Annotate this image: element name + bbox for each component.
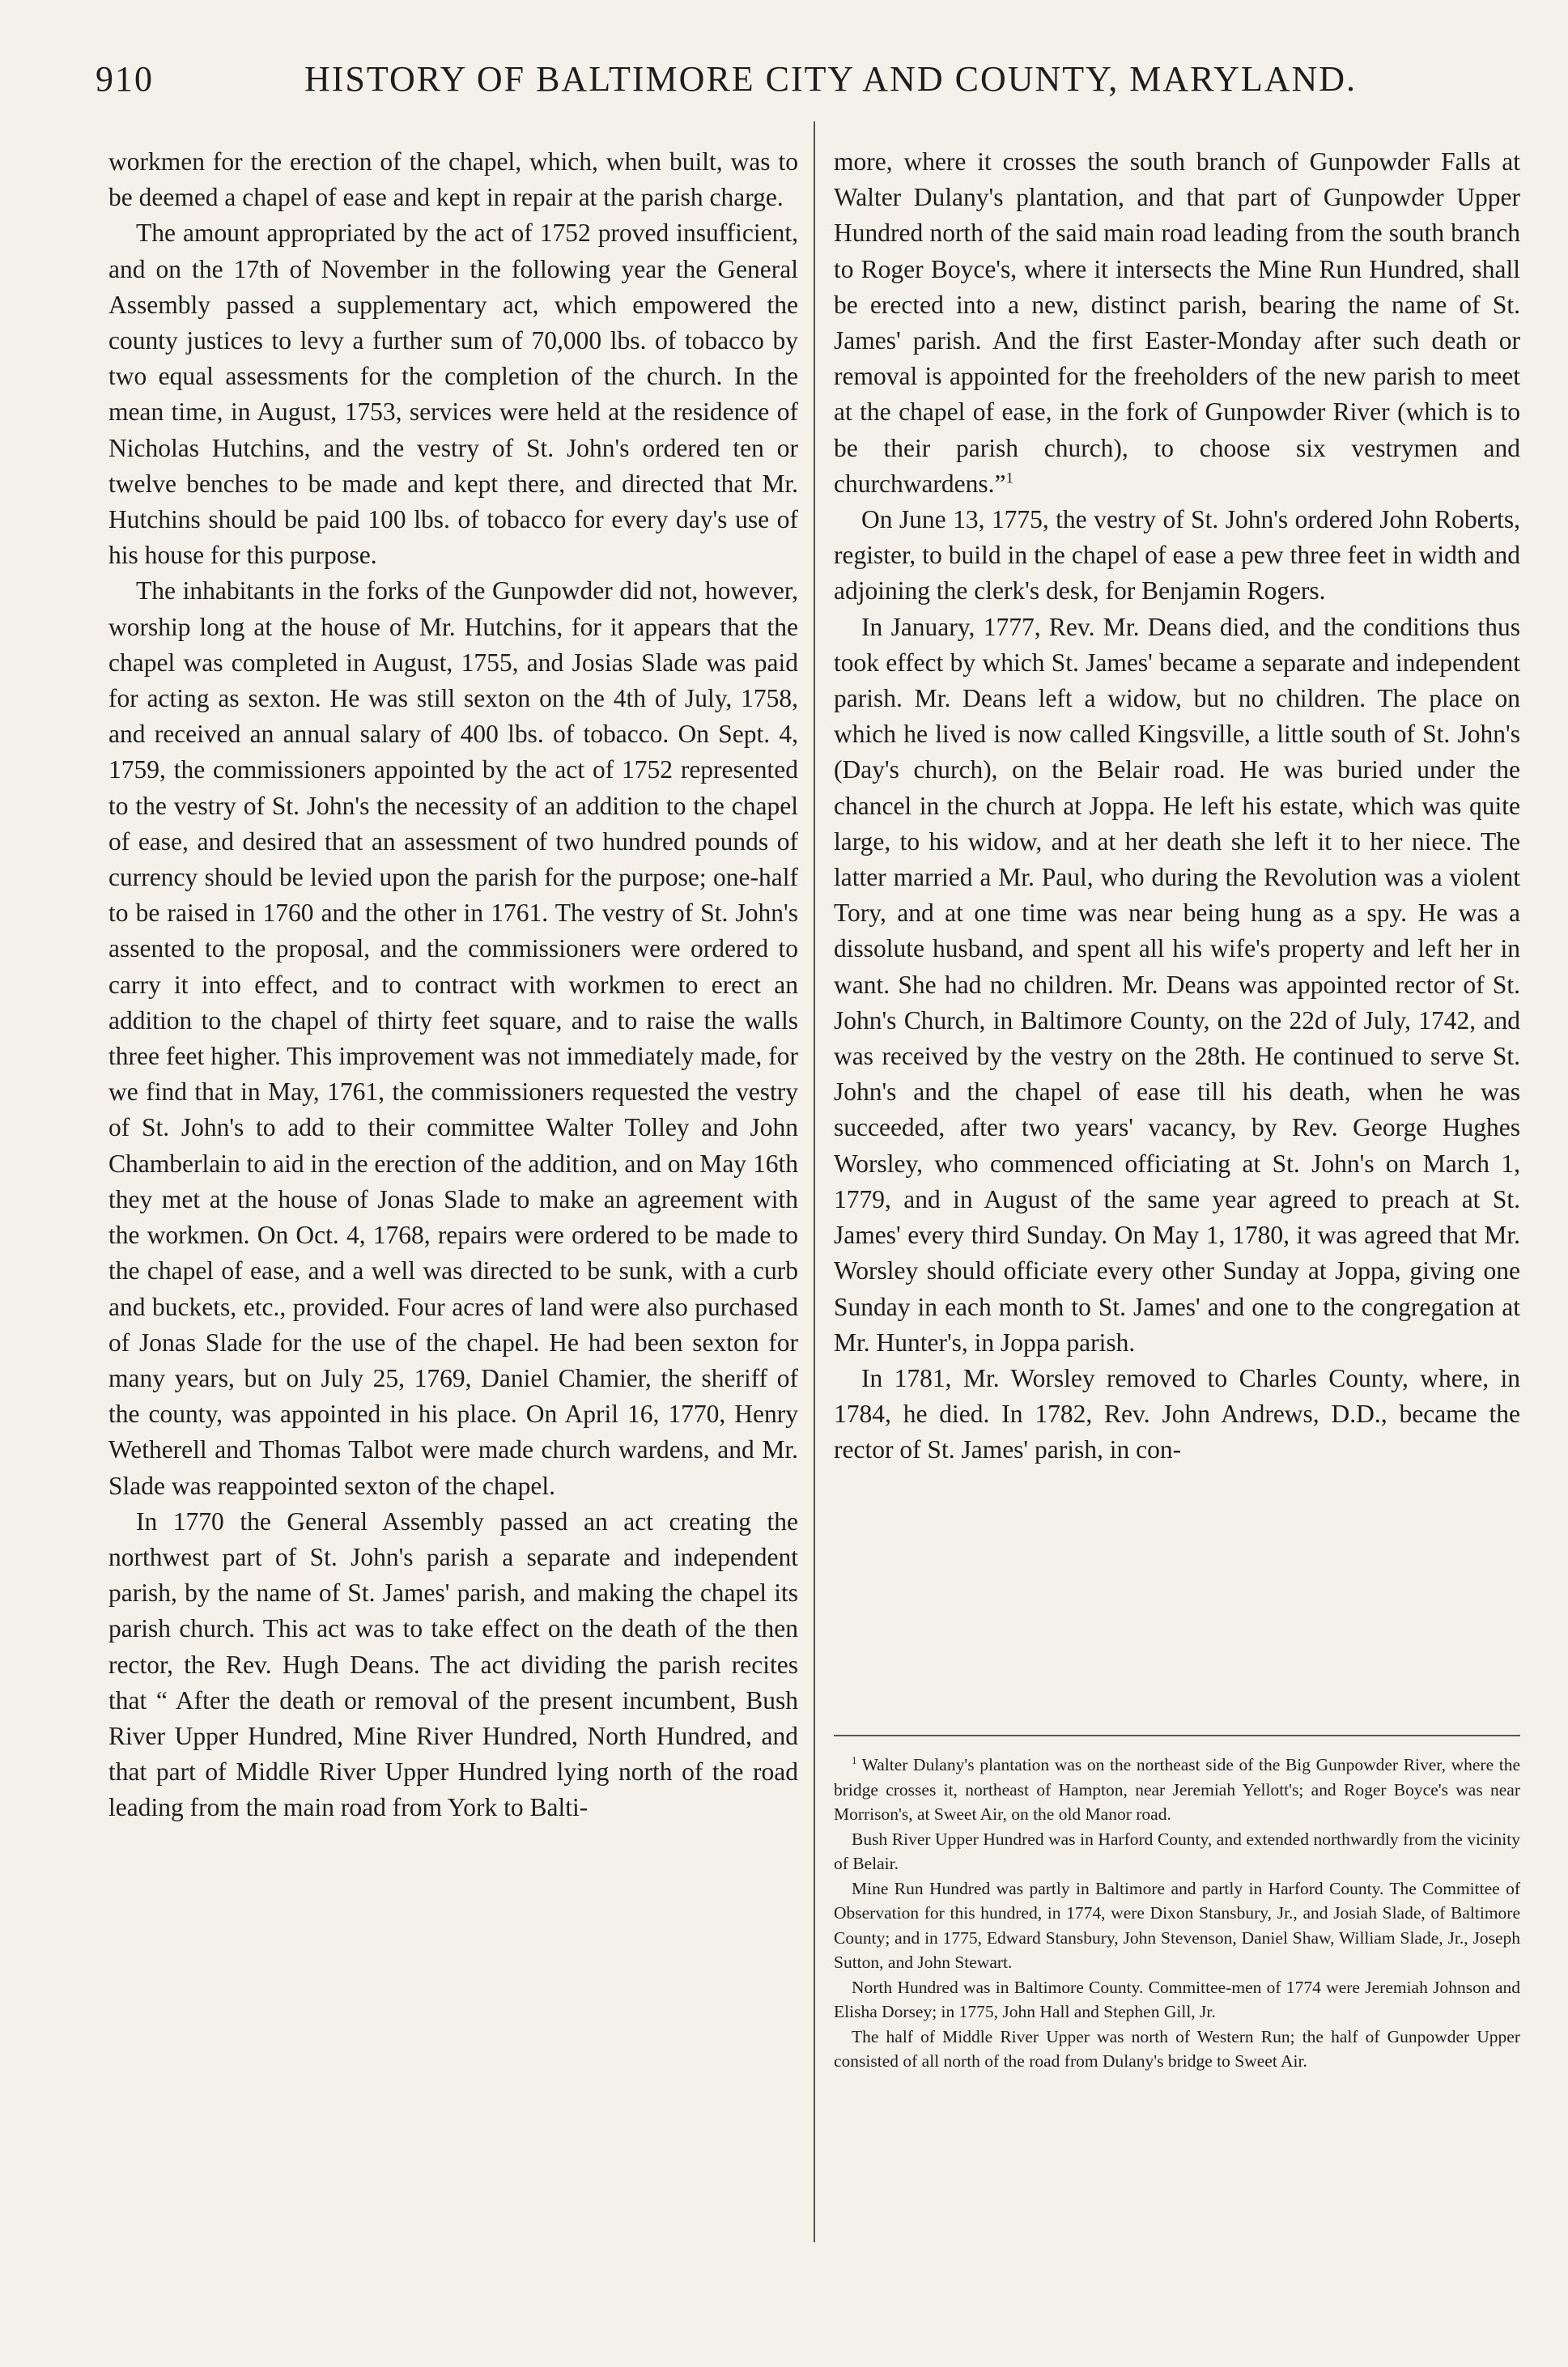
paragraph: On June 13, 1775, the vestry of St. John's ordered John Roberts, register, to build in the chapel of ease a pew three feet in width and adjoining the clerk's desk, for Benjamin Rogers. xyxy=(834,505,1520,606)
footnote-text: Walter Dulany's plantation was on the northeast side of the Big Gunpowder River, where the bridge crosses it, northeast of Hampton, near Jeremiah Yellott's; and Roger Boyce's was near Morrison's, at Sweet Air, on the old Manor road. xyxy=(834,1755,1520,1824)
footnote xyxy=(834,1753,1520,1827)
paragraph-text: more, where it crosses the south branch of Gunpowder Falls at Walter Dulany's plantation, and that part of Gunpowder Upper Hundred north of the said main road leading from the south branch to Roger Boyce's, where it intersects the Mine Run Hundred, shall be erected into a new, distinct parish, bearing the name of St. James' parish. And the first Easter-Monday after such death or removal is appointed for the freeholders of the new parish to meet at the chapel of ease, in the fork of Gunpowder River (which is to be their parish church), to choose six vestrymen and churchwardens.” xyxy=(834,147,1520,498)
column-divider xyxy=(814,121,815,2242)
footnote: Bush River Upper Hundred was in Harford County, and extended northwardly from the vicinity of Belair. xyxy=(834,1829,1520,1873)
left-column xyxy=(108,144,798,1826)
footnote-marker: 1 xyxy=(852,1754,857,1766)
paragraph xyxy=(834,144,1520,502)
paragraph: The amount appropriated by the act of 1752 proved insufficient, and on the 17th of November in the following year the General Assembly passed a supplementary act, which empowered the county justices to levy a further sum of 70,000 lbs. of tobacco by two equal assessments for the completion of the church. In the mean time, in August, 1753, services were held at the residence of Nicholas Hutchins, and the vestry of St. John's ordered ten or twelve benches to be made and kept there, and directed that Mr. Hutchins should be paid 100 lbs. of tobacco for every day's use of his house for this purpose. xyxy=(108,219,798,570)
footnote-reference: 1 xyxy=(1005,470,1013,487)
running-title: HISTORY OF BALTIMORE CITY AND COUNTY, MARYLAND. xyxy=(304,59,1358,99)
footnote: Mine Run Hundred was partly in Baltimore and partly in Harford County. The Committee of Observation for this hundred, in 1774, were Dixon Stansbury, Jr., and Josiah Slade, of Baltimore County; and in 1775, Edward Stansbury, John Stevenson, Daniel Shaw, William Slade, Jr., Joseph Sutton, and John Stewart. xyxy=(834,1878,1520,1972)
paragraph: In 1781, Mr. Worsley removed to Charles County, where, in 1784, he died. In 1782, Rev. John Andrews, D.D., became the rector of St. James' parish, in con- xyxy=(834,1363,1520,1464)
paragraph: In January, 1777, Rev. Mr. Deans died, and the conditions thus took effect by which St. James' became a separate and independent parish. Mr. Deans left a widow, but no children. The place on which he lived is now called Kingsville, a little south of St. John's (Day's church), on the Belair road. He was buried under the chancel in the church at Joppa. He left his estate, which was quite large, to his widow, and at her death she left it to her niece. The latter married a Mr. Paul, who during the Revolution was a violent Tory, and at one time was near being hung as a spy. He was a dissolute husband, and spent all his wife's property and left her in want. She had no children. Mr. Deans was appointed rector of St. John's Church, in Baltimore County, on the 22d of July, 1742, and was received by the vestry on the 28th. He continued to serve St. John's and the chapel of ease till his death, when he was succeeded, after two years' vacancy, by Rev. George Hughes Worsley, who commenced officiating at St. John's on March 1, 1779, and in August of the same year agreed to preach at St. James' every third Sunday. On May 1, 1780, it was agreed that Mr. Worsley should officiate every other Sunday at Joppa, giving one Sunday in each month to St. James' and one to the congregation at Mr. Hunter's, in Joppa parish. xyxy=(834,612,1520,1357)
page-header xyxy=(96,58,1472,107)
page-number: 910 xyxy=(96,59,154,99)
right-column xyxy=(834,144,1520,1468)
footnote: The half of Middle River Upper was north of Western Run; the half of Gunpowder Upper consisted of all north of the road from Dulany's bridge to Sweet Air. xyxy=(834,2026,1520,2071)
paragraph: The inhabitants in the forks of the Gunpowder did not, however, worship long at the house of Mr. Hutchins, for it appears that the chapel was completed in August, 1755, and Josias Slade was paid for acting as sexton. He was still sexton on the 4th of July, 1758, and received an annual salary of 400 lbs. of tobacco. On Sept. 4, 1759, the commissioners appointed by the act of 1752 represented to the vestry of St. John's the necessity of an addition to the chapel of ease, and desired that an assessment of two hundred pounds of currency should be levied upon the parish for the purpose; one-half to be raised in 1760 and the other in 1761. The vestry of St. John's assented to the proposal, and the commissioners were ordered to carry it into effect, and to contract with workmen to erect an addition to the chapel of thirty feet square, and to raise the walls three feet higher. This improvement was not immediately made, for we find that in May, 1761, the commissioners requested the vestry of St. John's to add to their committee Walter Tolley and John Chamberlain to aid in the erection of the addition, and on May 16th they met at the house of Jonas Slade to make an agreement with the workmen. On Oct. 4, 1768, repairs were ordered to be made to the chapel of ease, and a well was directed to be sunk, with a curb and buckets, etc., provided. Four acres of land were also purchased of Jonas Slade for the use of the chapel. He had been sexton for many years, but on July 25, 1769, Daniel Chamier, the sheriff of the county, was appointed in his place. On April 16, 1770, Henry Wetherell and Thomas Talbot were made church wardens, and Mr. Slade was reappointed sexton of the chapel. xyxy=(108,576,798,1500)
footnotes xyxy=(834,1753,1520,2074)
paragraph: workmen for the erection of the chapel, which, when built, was to be deemed a chapel of ease and kept in repair at the parish charge. xyxy=(108,147,798,212)
paragraph: In 1770 the General Assembly passed an act creating the northwest part of St. John's parish a separate and independent parish, by the name of St. James' parish, and making the chapel its parish church. This act was to take effect on the death of the then rector, the Rev. Hugh Deans. The act dividing the parish recites that “ After the death or removal of the present incumbent, Bush River Upper Hundred, Mine River Hundred, North Hundred, and that part of Middle River Upper Hundred lying north of the road leading from the main road from York to Balti- xyxy=(108,1506,798,1822)
footnote: North Hundred was in Baltimore County. Committee-men of 1774 were Jeremiah Johnson and Elisha Dorsey; in 1775, John Hall and Stephen Gill, Jr. xyxy=(834,1977,1520,2021)
footnote-divider xyxy=(834,1735,1520,1736)
